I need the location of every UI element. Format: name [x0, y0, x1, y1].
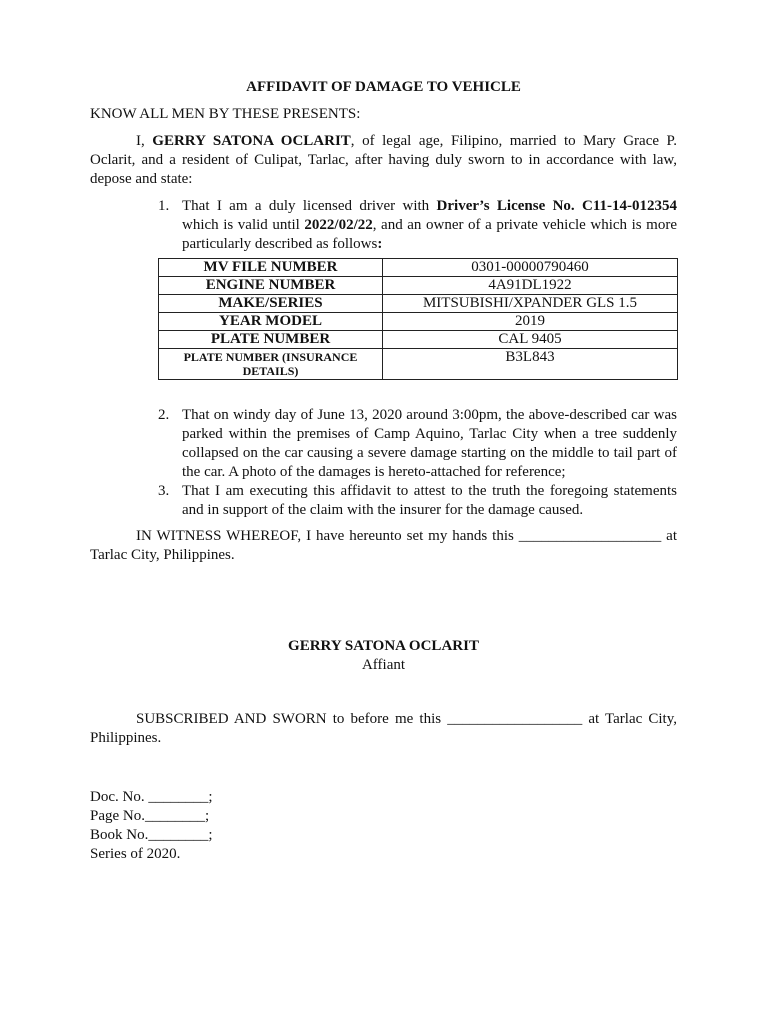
intro-pre: I, [136, 133, 153, 149]
table-row [159, 349, 678, 380]
series-year: Series of 2020. [90, 846, 181, 862]
book-number: Book No.________; [90, 827, 213, 843]
license-validity: 2022/02/22 [304, 217, 373, 233]
table-row [159, 313, 678, 331]
affidavit-page [90, 78, 677, 864]
row-label: PLATE NUMBER (INSURANCE DETAILS) [159, 349, 383, 380]
table-row [159, 331, 678, 349]
item1-mid: which is valid until [182, 217, 305, 233]
statement-item-1 [90, 197, 677, 254]
vehicle-details-table [158, 258, 678, 380]
row-label: MAKE/SERIES [159, 295, 383, 313]
row-label: PLATE NUMBER [159, 331, 383, 349]
affiant-name-inline: GERRY SATONA OCLARIT [152, 133, 351, 149]
affiant-role: Affiant [361, 657, 406, 673]
table-row [159, 295, 678, 313]
notary-details [90, 788, 677, 864]
table-row [159, 259, 678, 277]
know-all-men-line: KNOW ALL MEN BY THESE PRESENTS: [90, 106, 361, 122]
statement-list [90, 197, 677, 254]
row-label: MV FILE NUMBER [159, 259, 383, 277]
witness-paragraph: IN WITNESS WHEREOF, I have hereunto set my hands this ___________________ at Tarlac City, Philippines. [90, 528, 677, 563]
license-number: Driver’s License No. C11-14-012354 [436, 198, 677, 214]
row-value: MITSUBISHI/XPANDER GLS 1.5 [383, 295, 678, 313]
statement-item-3 [90, 482, 677, 520]
statement-list-continued [90, 406, 677, 520]
item-number: 2. [158, 407, 170, 423]
row-value: 0301-00000790460 [383, 259, 678, 277]
row-value: B3L843 [383, 349, 678, 380]
item2-text: That on windy day of June 13, 2020 around 3:00pm, the above-described car was parked within the premises of Camp Aquino, Tarlac City when a tree suddenly collapsed on the car causing a severe damage starting on the middle to tail part of the car. A photo of the damages is hereto-attached for reference; [182, 407, 677, 480]
document-title: AFFIDAVIT OF DAMAGE TO VEHICLE [246, 79, 521, 95]
row-label: ENGINE NUMBER [159, 277, 383, 295]
intro-rest: , of legal age, Filipino, married to Mary Grace P. Oclarit, and a resident of Culipat, Tarlac, after having duly sworn to in accordance with law, depose and state: [90, 133, 677, 187]
table-row [159, 277, 678, 295]
item-number: 1. [158, 198, 170, 214]
row-label: YEAR MODEL [159, 313, 383, 331]
row-value: CAL 9405 [383, 331, 678, 349]
intro-paragraph [90, 132, 677, 189]
statement-item-2 [90, 406, 677, 482]
sworn-paragraph: SUBSCRIBED AND SWORN to before me this __________________ at Tarlac City, Philippines. [90, 711, 677, 746]
item-number: 3. [158, 483, 170, 499]
doc-number: Doc. No. ________; [90, 789, 213, 805]
affiant-name: GERRY SATONA OCLARIT [288, 638, 479, 654]
item1-pre: That I am a duly licensed driver with [182, 198, 437, 214]
row-value: 2019 [383, 313, 678, 331]
item1-colon: : [377, 236, 383, 252]
page-number: Page No.________; [90, 808, 210, 824]
row-value: 4A91DL1922 [383, 277, 678, 295]
item1-post: , and an owner of a private vehicle which is more particularly described as follows [182, 217, 677, 252]
item3-text: That I am executing this affidavit to attest to the truth the foregoing statements and in support of the claim with the insurer for the damage caused. [182, 483, 677, 518]
signature-block [90, 637, 677, 675]
